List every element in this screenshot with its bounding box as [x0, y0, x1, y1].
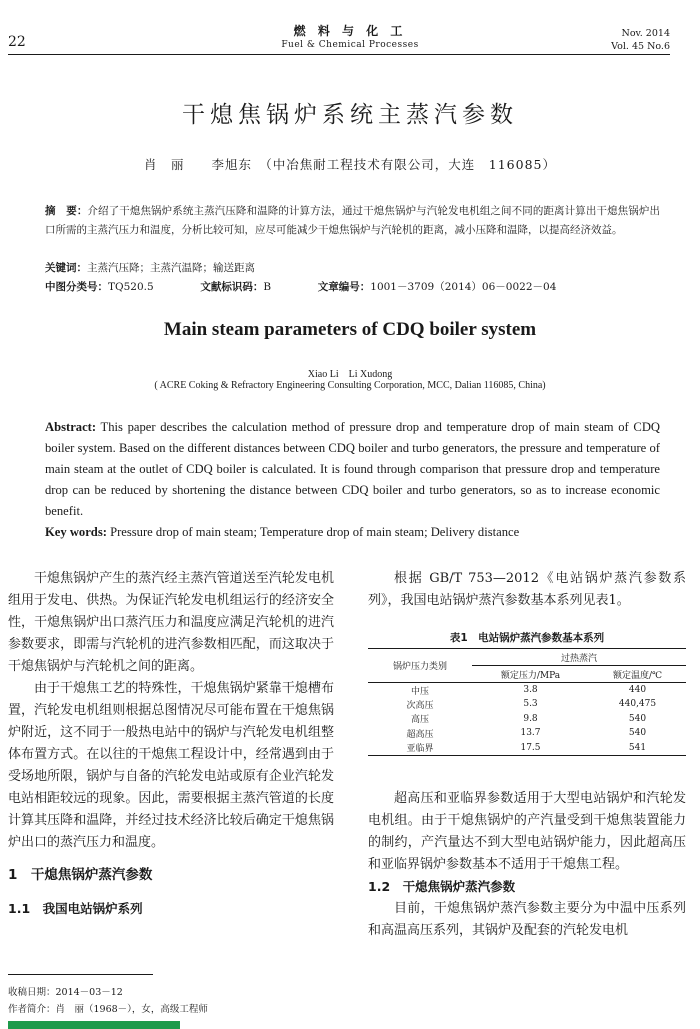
section-heading: 1 干熄焦锅炉蒸汽参数: [8, 867, 153, 883]
table-1: [368, 648, 686, 756]
affiliation-en: ( ACRE Coking & Refractory Engineering Consulting Corporation, MCC, Dalian 116085, China): [154, 380, 546, 391]
keywords-en-label: Key words:: [45, 525, 107, 539]
accent-bar: [8, 1021, 180, 1029]
classification-line: [45, 278, 660, 297]
right-column-body: [368, 788, 686, 942]
table-caption: 表1 电站锅炉蒸汽参数基本系列: [449, 632, 605, 644]
cell-category: 次高压: [406, 700, 434, 711]
authors-cn: 肖 丽 李旭东 （中冶焦耐工程技术有限公司，大连 116085）: [144, 157, 556, 172]
received-date: 收稿日期：2014－03－12: [8, 987, 123, 998]
article-no-label: 文章编号：: [317, 281, 371, 293]
table-row: [368, 741, 686, 756]
header-divider: [8, 54, 670, 55]
cell-temperature: 540: [628, 713, 647, 724]
col-header-pressure: 额定压力/MPa: [472, 666, 589, 683]
article-title-en: Main steam parameters of CDQ boiler system: [163, 319, 537, 340]
cell-pressure: 13.7: [520, 728, 541, 739]
abstract-en: [45, 417, 660, 522]
page-number: 22: [8, 34, 26, 50]
abstract-cn-text: 介绍了干熄焦锅炉系统主蒸汽压降和温降的计算方法，通过干熄焦锅炉与汽轮发电机组之间不同的距离计算出干熄焦锅炉出口所需的主蒸汽压力和温度，分析比较可知，应尽可能减少干熄焦锅炉与汽轮机的距离，减小压降和温降，以提高经济效益。: [45, 205, 660, 236]
col-header-temperature: 额定温度/℃: [589, 666, 686, 683]
cell-category: 超高压: [406, 729, 434, 740]
cell-pressure: 3.8: [472, 683, 589, 698]
issue-date: Nov. 2014: [621, 28, 670, 39]
cell-pressure: 9.8: [523, 713, 538, 724]
table-row: [368, 726, 686, 741]
author-bio: 作者简介：肖 丽（1968－），女，高级工程师: [8, 1004, 208, 1015]
cell-category: 高压: [410, 715, 429, 726]
cell-temperature: 540: [628, 728, 647, 739]
body-paragraph: 目前，干熄焦锅炉蒸汽参数主要分为中温中压系列和高温高压系列，其锅炉及配套的汽轮发电机: [368, 901, 686, 938]
right-column-intro: [368, 568, 686, 612]
keywords-en-text: Pressure drop of main steam; Temperature drop of main steam; Delivery distance: [110, 525, 520, 539]
article-title-cn: 干熄焦锅炉系统主蒸汽参数: [182, 102, 518, 128]
clc-value: TQ520.5: [108, 281, 154, 293]
left-column: [8, 568, 334, 920]
abstract-cn-label: 摘 要：: [45, 205, 88, 217]
subsection-heading: 1.2 干熄焦锅炉蒸汽参数: [368, 879, 516, 894]
abstract-en-text: This paper describes the calculation method of pressure drop and temperature drop of main steam of CDQ boiler system. Based on the different distances between CDQ boiler and turbo generators, the pressure and temperature of main steam at the outlet of CDQ boiler is calculated. It is found through comparison that pressure drop and temperature drop can be reduced by shortening the distance between CDQ boiler and turbo generators, so as to increase economic benefit.: [45, 420, 661, 518]
journal-title-cn: 燃 料 与 化 工: [293, 24, 407, 38]
cell-pressure: 5.3: [523, 699, 538, 710]
table-row: [368, 712, 686, 727]
keywords-cn-label: 关键词：: [45, 262, 87, 274]
footnote-divider: [8, 974, 153, 975]
authors-en: Xiao Li Li Xudong: [307, 369, 393, 380]
cell-pressure: 17.5: [472, 741, 589, 756]
steam-parameter-table: [368, 648, 686, 756]
cell-temperature: 440,475: [618, 699, 657, 710]
keywords-cn: [45, 259, 660, 278]
table-row: [368, 697, 686, 712]
journal-title-en: Fuel & Chemical Processes: [281, 40, 419, 50]
body-paragraph: 由于干熄焦工艺的特殊性，干熄焦锅炉紧靠干熄槽布置，汽轮发电机组则根据总图情况尽可能布置在干熄焦锅炉附近，这不同于一般热电站中的锅炉与汽轮发电机组整体布置方式。在以往的干熄焦工程设计中，经常遇到由于受场地所限，锅炉与自备的汽轮发电站或原有企业汽轮发电站相距较远的现象。因此，需要根据主蒸汽管道的长度计算其压降和温降，并经过技术经济比较后确定干熄焦锅炉出口的蒸汽压力和温度。: [8, 681, 334, 850]
keywords-en: [45, 522, 660, 543]
abstract-en-label: Abstract:: [45, 420, 97, 434]
article-no-value: 1001－3709（2014）06－0022－04: [370, 281, 557, 293]
table-row: [368, 683, 686, 698]
abstract-cn: [45, 202, 660, 240]
clc-label: 中图分类号：: [45, 281, 108, 293]
cell-category: 亚临界: [368, 741, 472, 756]
col-header-group: 过热蒸汽: [472, 649, 686, 666]
keywords-cn-text: 主蒸汽压降；主蒸汽温降；输送距离: [87, 262, 255, 274]
cell-temperature: 541: [589, 741, 686, 756]
cell-temperature: 440: [589, 683, 686, 698]
subsection-heading: 1.1 我国电站锅炉系列: [8, 901, 143, 916]
cell-category: 中压: [368, 683, 472, 698]
col-header-class: 锅炉压力类别: [368, 649, 472, 683]
body-paragraph: 根据 GB/T 753—2012《电站锅炉蒸汽参数系列》，我国电站锅炉蒸汽参数基本系列见表1。: [368, 571, 686, 608]
doc-code-value: B: [263, 281, 272, 293]
body-paragraph: 干熄焦锅炉产生的蒸汽经主蒸汽管道送至汽轮发电机组用于发电、供热。为保证汽轮发电机组运行的经济安全性，干熄焦锅炉出口蒸汽压力和温度应满足汽轮机的进汽参数要求，即需与汽轮机的进汽参数相匹配，而这取决于干熄焦锅炉与汽轮机之间的距离。: [8, 571, 334, 674]
issue-volume: Vol. 45 No.6: [611, 41, 670, 52]
body-paragraph: 超高压和亚临界参数适用于大型电站锅炉和汽轮发电机组。由于干熄焦锅炉的产汽量受到干熄焦装置能力的制约，产汽量达不到大型电站锅炉能力，因此超高压和亚临界锅炉参数基本不适用于干熄焦工程。: [368, 791, 686, 872]
doc-code-label: 文献标识码：: [200, 281, 264, 293]
